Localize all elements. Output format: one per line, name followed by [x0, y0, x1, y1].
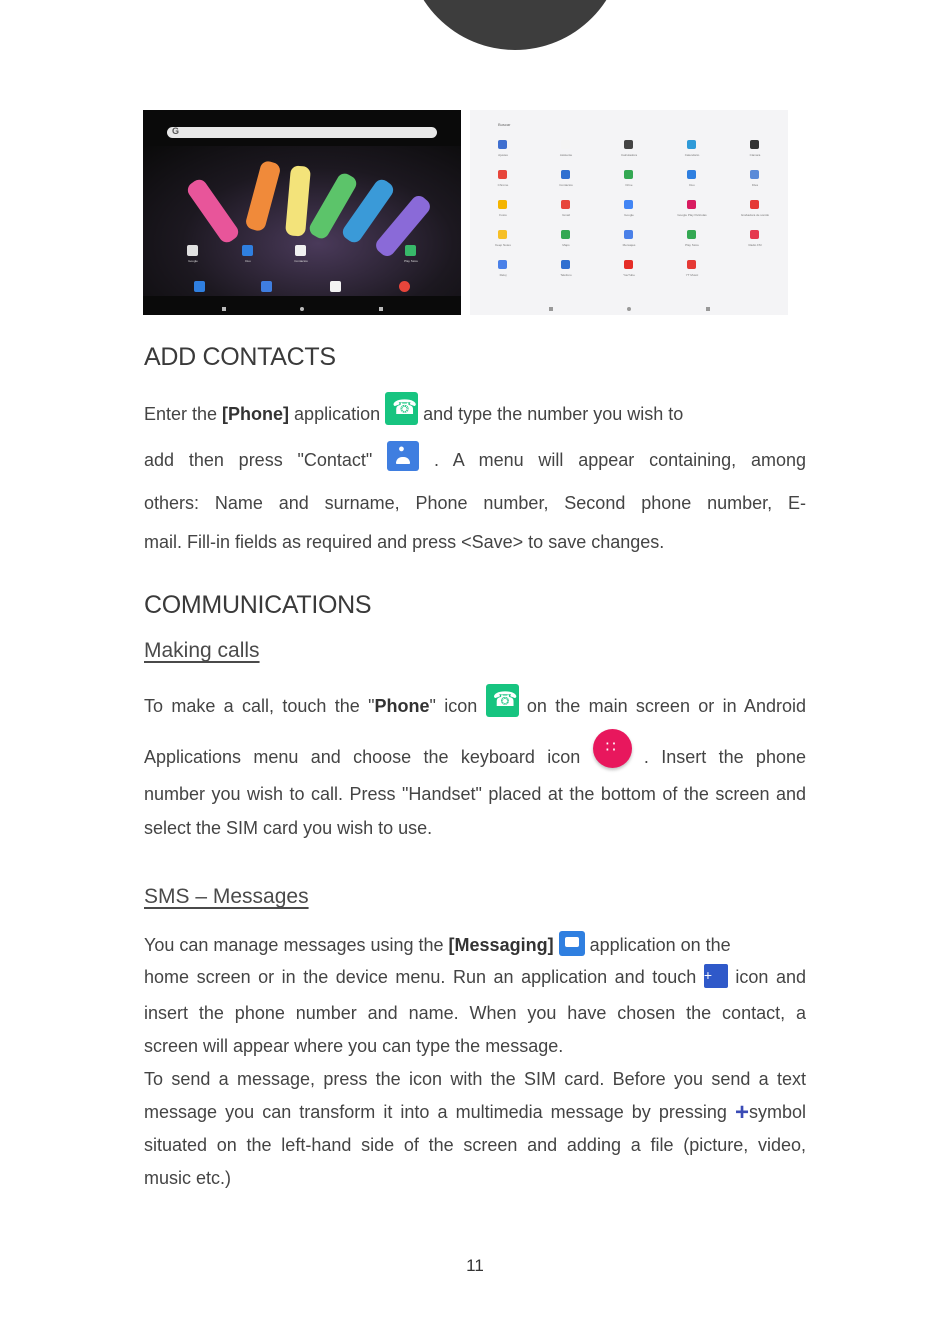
text-line: home screen or in the device menu. Run an application and touch + icon and — [144, 964, 806, 988]
new-message-plus-icon: + — [704, 964, 728, 988]
back-icon[interactable] — [549, 307, 553, 311]
app-drawer-icon[interactable] — [687, 170, 696, 179]
google-search-bar — [167, 127, 437, 138]
dock-chrome-icon[interactable] — [399, 281, 410, 292]
status-bar — [143, 110, 461, 118]
app-drawer-label: Calculadora — [620, 153, 637, 157]
app-drawer-label: Asistente — [559, 153, 573, 157]
app-drawer-icon[interactable] — [687, 200, 696, 209]
app-drawer-icon[interactable] — [561, 260, 570, 269]
app-drawer-icon[interactable] — [624, 170, 633, 179]
app-drawer-icon[interactable] — [498, 140, 507, 149]
app-drawer-icon[interactable] — [750, 230, 759, 239]
dock-messages-icon[interactable] — [261, 281, 272, 292]
google-folder-icon[interactable] — [187, 245, 198, 256]
text-line: situated on the left-hand side of the screen and adding a file (picture, video, — [144, 1135, 806, 1155]
app-search-label: Buscar — [498, 122, 511, 127]
app-drawer-label: YT Music — [685, 273, 699, 277]
home-icon[interactable] — [627, 307, 631, 311]
text-line: insert the phone number and name. When you have chosen the contact, a — [144, 1003, 806, 1023]
text-line: number you wish to call. Press "Handset" placed at the bottom of the screen and — [144, 784, 806, 804]
app-drawer-icon[interactable] — [561, 230, 570, 239]
app-drawer-label: Teléfono — [560, 273, 572, 277]
app-drawer-icon[interactable] — [687, 230, 696, 239]
dock-phone-icon[interactable] — [194, 281, 205, 292]
dock-label-play-store: Play Store — [404, 259, 418, 263]
app-drawer-icon[interactable] — [498, 230, 507, 239]
dock-camera-icon[interactable] — [330, 281, 341, 292]
app-drawer-label: Google Play Películas — [677, 213, 707, 217]
app-drawer-icon[interactable] — [498, 200, 507, 209]
app-drawer-icon[interactable] — [624, 230, 633, 239]
app-drawer-icon[interactable] — [498, 170, 507, 179]
app-drawer-label: Chrome — [497, 183, 509, 187]
app-drawer-label: Radio FM — [748, 243, 762, 247]
app-drawer-label: Mensajes — [622, 243, 636, 247]
text-line: To make a call, touch the "Phone" icon ☎ on the main screen or in Android — [144, 684, 806, 717]
text-line: others: Name and surname, Phone number, Second phone number, E- — [144, 493, 806, 513]
text-line: screen will appear where you can type the message. — [144, 1036, 564, 1056]
app-drawer-screenshot — [470, 110, 788, 315]
app-drawer-icon[interactable] — [750, 200, 759, 209]
app-drawer-label: Files — [751, 183, 759, 187]
home-screen-screenshot — [143, 110, 461, 315]
app-drawer-label: Duo — [689, 183, 695, 187]
messages-app-icon — [559, 931, 585, 956]
app-drawer-icon[interactable] — [561, 170, 570, 179]
duo-icon[interactable] — [242, 245, 253, 256]
recents-icon[interactable] — [706, 307, 710, 311]
phone-app-icon — [486, 684, 519, 717]
header-tab-shape — [406, 0, 624, 50]
chalk-wallpaper — [143, 146, 461, 296]
app-drawer-label: Gmail — [562, 213, 570, 217]
app-drawer-icon[interactable] — [750, 140, 759, 149]
app-drawer-icon[interactable] — [624, 140, 633, 149]
app-drawer-label: Calendario — [684, 153, 700, 157]
back-icon[interactable] — [222, 307, 226, 311]
app-drawer-icon[interactable] — [498, 260, 507, 269]
home-icon[interactable] — [300, 307, 304, 311]
app-drawer-label: Play Store — [685, 243, 699, 247]
app-drawer-label: Cámara — [749, 153, 761, 157]
app-drawer-icon[interactable] — [750, 170, 759, 179]
phone-app-icon — [385, 392, 418, 425]
subheading-making-calls: Making calls — [144, 639, 260, 662]
text-line: Enter the [Phone] application ☎ and type the number you wish to — [144, 392, 806, 425]
app-drawer-icon[interactable] — [561, 200, 570, 209]
app-drawer-label: Keep Notes — [495, 243, 511, 247]
text-line: add then press "Contact" ● . A menu will appear containing, among — [144, 441, 806, 471]
text-line: music etc.) — [144, 1168, 232, 1188]
section-heading-communications: COMMUNICATIONS — [144, 591, 372, 619]
section-heading-add-contacts: ADD CONTACTS — [144, 343, 336, 371]
app-drawer-label: Grabadora de sonido — [740, 213, 770, 217]
subheading-sms-messages: SMS – Messages — [144, 885, 309, 908]
contacts-widget-icon[interactable] — [295, 245, 306, 256]
dock-label-duo: Duo — [245, 259, 251, 263]
text-line: message you can transform it into a multimedia message by pressing +symbol — [144, 1099, 806, 1126]
text-line: select the SIM card you wish to use. — [144, 818, 433, 838]
app-drawer-label: Reloj — [499, 273, 507, 277]
app-drawer-icon[interactable] — [687, 260, 696, 269]
dock-label-contactos: Contactos — [294, 259, 308, 263]
google-logo: G — [172, 126, 180, 136]
app-drawer-icon[interactable] — [624, 200, 633, 209]
dock-label-google: Google — [188, 259, 198, 263]
contacts-app-icon — [387, 441, 419, 471]
app-drawer-label: Maps — [562, 243, 570, 247]
text-line: mail. Fill-in fields as required and press <Save> to save changes. — [144, 532, 665, 552]
app-drawer-label: Fotos — [499, 213, 507, 217]
status-bar — [470, 110, 788, 118]
app-drawer-label: Google — [624, 213, 634, 217]
nav-bar — [470, 303, 788, 315]
text-line: You can manage messages using the [Messaging] application on the — [144, 931, 806, 956]
play-store-icon[interactable] — [405, 245, 416, 256]
app-drawer-icon[interactable] — [561, 140, 570, 149]
app-drawer-label: Contactos — [559, 183, 573, 187]
app-drawer-icon[interactable] — [687, 140, 696, 149]
page-number: 11 — [466, 1256, 484, 1275]
dialpad-icon — [593, 729, 632, 768]
text-line: Applications menu and choose the keyboard icon ∷ . Insert the phone — [144, 729, 806, 768]
app-drawer-label: Ajustes — [498, 153, 508, 157]
app-drawer-label: YouTube — [623, 273, 635, 277]
plus-symbol-icon: + — [734, 1099, 749, 1126]
app-drawer-label: Drive — [625, 183, 633, 187]
recents-icon[interactable] — [379, 307, 383, 311]
text-line: To send a message, press the icon with the SIM card. Before you send a text — [144, 1069, 806, 1089]
nav-bar — [143, 303, 461, 315]
app-drawer-icon[interactable] — [624, 260, 633, 269]
